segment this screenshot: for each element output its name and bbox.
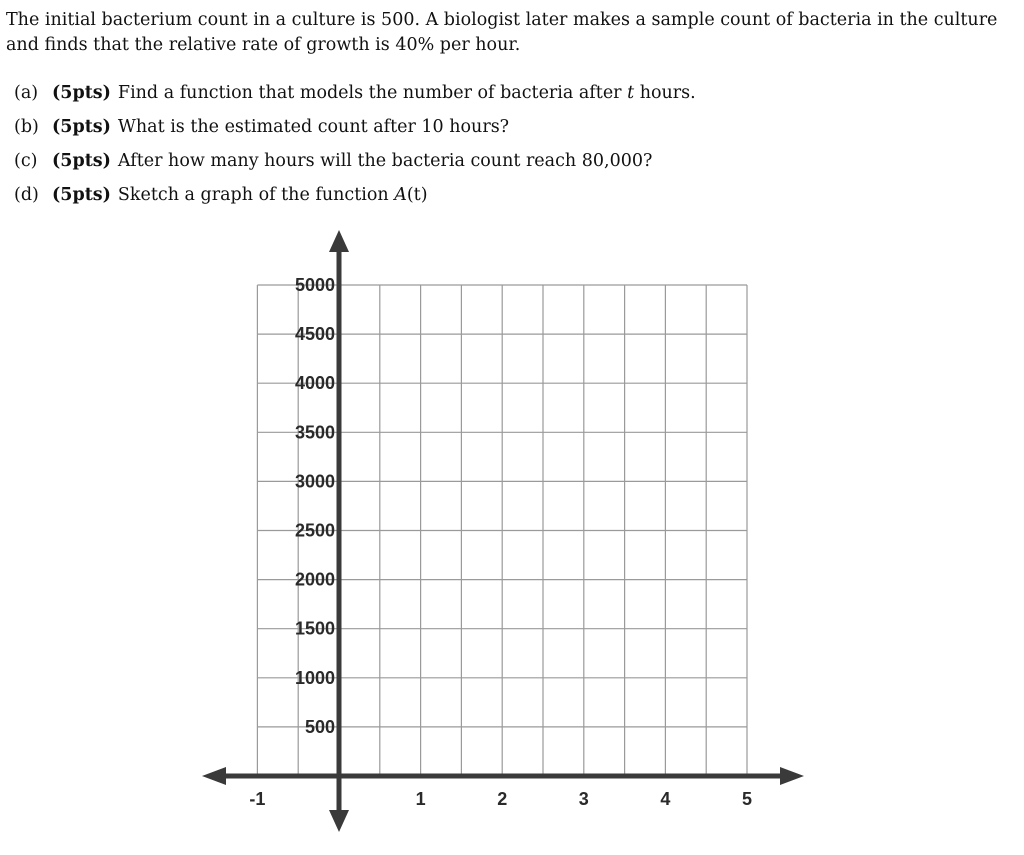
x-tick-labels [249, 789, 752, 809]
y-tick-label: 2000 [294, 569, 335, 590]
part-label: (c) [14, 151, 38, 171]
part-points: (5pts) [52, 117, 111, 137]
part-variable: t [627, 83, 635, 103]
y-tick-label: 500 [304, 716, 335, 737]
part-text-end: hours. [634, 83, 696, 103]
x-tick-label: 5 [741, 789, 753, 809]
part-text: After how many hours will the bacteria count reach 80,000? [117, 151, 653, 171]
part-text: Find a function that models the number of bacteria after [117, 83, 628, 103]
y-tick-label: 1500 [294, 618, 335, 639]
part-text: What is the estimated count after 10 hours? [117, 117, 510, 137]
y-tick-label: 5000 [294, 275, 335, 295]
part-label: (d) [14, 185, 39, 205]
y-tick-label: 4500 [294, 324, 335, 345]
x-axis-arrow-right [780, 767, 804, 785]
part-label: (a) [14, 83, 39, 103]
y-axis-arrow-up [329, 230, 349, 252]
problem-intro: The initial bacterium count in a culture is 500. A biologist later makes a sample count of bacteria in the culture and finds that the relative rate of growth is 40% per hour. [6, 10, 998, 55]
y-tick-label: 1000 [294, 667, 335, 688]
y-tick-label: 2500 [294, 520, 335, 541]
part-label: (b) [14, 117, 39, 137]
x-tick-label: 3 [578, 789, 589, 809]
y-tick-label: 4000 [294, 373, 335, 394]
part-points: (5pts) [52, 151, 111, 171]
x-tick-label: -1 [249, 789, 266, 809]
y-axis-arrow-down [329, 810, 349, 832]
x-tick-label: 4 [660, 789, 671, 809]
part-text-end: (t) [406, 185, 428, 205]
x-tick-label: 1 [415, 789, 426, 809]
part-points: (5pts) [52, 83, 111, 103]
part-text: Sketch a graph of the function [117, 185, 395, 205]
x-tick-label: 2 [497, 789, 508, 809]
y-tick-label: 3000 [294, 471, 335, 492]
y-tick-labels [295, 275, 335, 737]
part-variable: A [394, 185, 407, 205]
y-tick-label: 3500 [294, 422, 335, 443]
part-points: (5pts) [52, 185, 111, 205]
x-axis-arrow-left [202, 767, 226, 785]
